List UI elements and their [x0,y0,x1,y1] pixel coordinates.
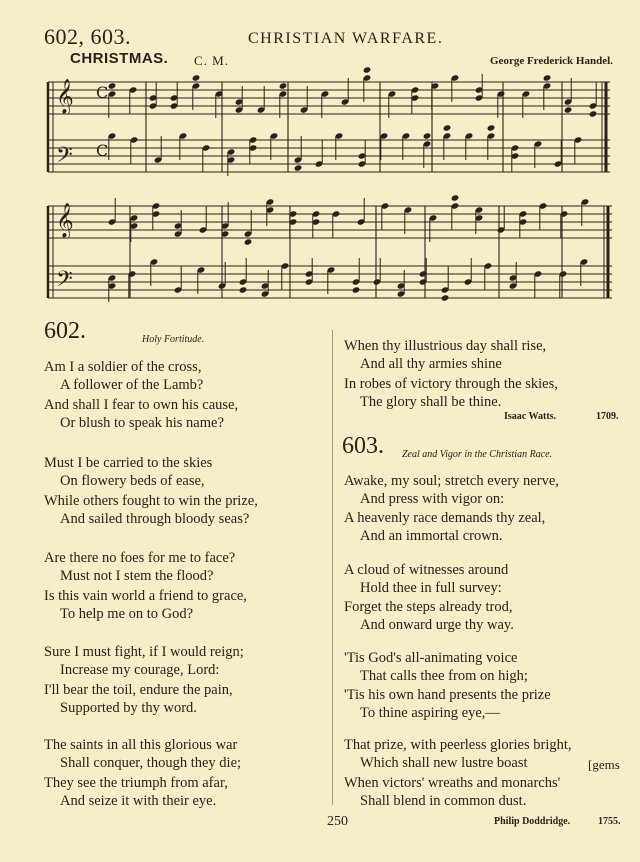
verse-line: To help me on to God? [60,606,194,622]
page-numbers: 602, 603. [44,24,131,49]
verse-line: In robes of victory through the skies, [344,376,558,392]
time-signature: C [96,141,109,160]
note-head [279,82,288,89]
verse-line: Sure I must fight, if I would reign; [44,644,244,660]
verse-line: On flowery beds of ease, [60,473,205,489]
verse-line: While others fought to win the prize, [44,493,258,509]
verse-line: I'll bear the toil, endure the pain, [44,682,233,698]
section-title: CHRISTIAN WARFARE. [248,30,444,47]
verse-line: The saints in all this glorious war [44,737,238,753]
verse-line: When victors' wreaths and monarchs' [344,775,561,791]
verse-line: A follower of the Lamb? [60,377,204,393]
note-head [363,66,372,73]
note-head [441,294,450,301]
verse-line: That prize, with peerless glories bright, [344,737,572,753]
verse-line: To thine aspiring eye,— [360,705,500,721]
music-score [0,0,640,320]
hymn-602-number: 602. [44,318,86,344]
hymn-603-year: 1755. [598,816,621,827]
verse-line: When thy illustrious day shall rise, [344,338,547,354]
clef: 𝄢 [56,143,73,173]
note-head [108,82,117,89]
clef: 𝄞 [56,79,74,114]
hymn-602-author: Isaac Watts. [504,411,557,422]
column-divider [332,330,333,805]
verse-line: 'Tis God's all-animating voice [344,650,518,666]
verse-line: And onward urge thy way. [360,617,514,633]
hymn-603-number: 603. [342,433,384,459]
verse-line: And an immortal crown. [360,528,503,544]
note-head [451,194,460,201]
note-head [589,110,598,117]
page-footer-number: 250 [327,814,348,829]
note-head [239,286,248,293]
verse-line: Must I be carried to the skies [44,455,213,471]
clef: 𝄞 [56,203,74,238]
verse-line: Forget the steps already trod, [344,599,513,615]
hymn-602-year: 1709. [596,411,619,422]
time-signature: C [96,83,109,102]
verse-line: Or blush to speak his name? [60,415,224,431]
verse-line: That calls thee from on high; [360,668,528,684]
verse-line: Must not I stem the flood? [60,568,214,584]
note-head [564,106,573,113]
verse-line: A cloud of witnesses around [344,562,509,578]
note-head [192,74,201,81]
hymn-602-subtitle: Holy Fortitude. [142,334,205,345]
verse-line: Shall conquer, though they die; [60,755,242,771]
verse-line: And shall I fear to own his cause, [44,397,239,413]
note-head [352,286,361,293]
note-head [244,238,253,245]
verse-line: And all thy armies shine [360,356,502,372]
verse-line: And seize it with their eye. [60,793,217,809]
tune-name: CHRISTMAS. [70,50,169,67]
composer: George Frederick Handel. [490,55,613,67]
verse-line: Is this vain world a friend to grace, [44,588,247,604]
verse-line: Which shall new lustre boast [360,755,528,771]
verse-line: A heavenly race demands thy zeal, [344,510,546,526]
verse-line: Are there no foes for me to face? [44,550,236,566]
hymn-603-author: Philip Doddridge. [494,816,571,827]
verse-line: Increase my courage, Lord: [60,662,220,678]
verse-line: Hold thee in full survey: [360,580,502,596]
clef: 𝄢 [56,267,73,297]
note-head [487,124,496,131]
verse-line: Awake, my soul; stretch every nerve, [344,473,559,489]
meter: C. M. [194,53,229,68]
note-head [423,132,432,139]
verse-line: Am I a soldier of the cross, [44,359,202,375]
note-head [294,164,303,171]
note-head [443,124,452,131]
verse-line-wrap: [gems [588,757,620,772]
verse-line: Supported by thy word. [60,700,197,716]
hymn-603-subtitle: Zeal and Vigor in the Christian Race. [402,449,553,460]
verse-line: Shall blend in common dust. [360,793,527,809]
verse-line: They see the triumph from afar, [44,775,228,791]
verse-line: And sailed through bloody seas? [60,511,250,527]
verse-line: 'Tis his own hand presents the prize [344,687,551,703]
verse-line: The glory shall be thine. [360,394,502,410]
verse-line: And press with vigor on: [360,491,505,507]
note-head [543,74,552,81]
